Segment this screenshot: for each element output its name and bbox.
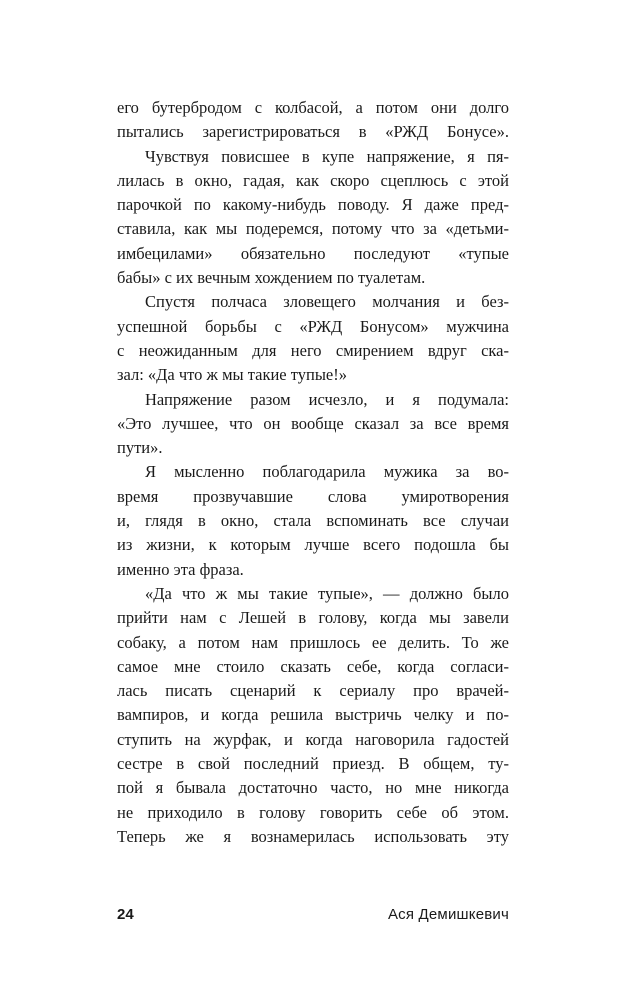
text-line: время прозвучавшие слова умиротворения — [117, 486, 509, 506]
text-line: пытались зарегистрироваться в «РЖД Бонусе». — [117, 122, 509, 142]
text-line: сестре в свой последний приезд. В общем, ту- — [117, 754, 509, 774]
text-line-row — [117, 242, 509, 266]
text-line-row — [117, 679, 509, 703]
text-line: его бутербродом с колбасой, а потом они долго — [117, 98, 509, 117]
paragraph — [117, 145, 509, 291]
text-line-row — [117, 606, 509, 630]
paragraph — [117, 460, 509, 581]
page-body-text — [117, 96, 509, 849]
text-line-row — [117, 217, 509, 241]
text-line-row — [117, 801, 509, 825]
text-line-row — [117, 533, 509, 557]
text-line: зал: «Да что ж мы такие тупые!» — [117, 365, 347, 385]
author-name: Ася Демишкевич — [387, 906, 509, 923]
text-line-row — [117, 193, 509, 217]
text-line-row — [117, 485, 509, 509]
text-line-row — [117, 145, 509, 169]
text-line: ступить на журфак, и когда наговорила гадостей — [117, 729, 509, 749]
text-line: прийти нам с Лешей в голову, когда мы завели — [117, 608, 509, 628]
text-line: успешной борьбы с «РЖД Бонусом» мужчина — [117, 316, 509, 336]
text-line: Я мысленно поблагодарила мужика за во- — [145, 462, 509, 482]
text-line: «Да что ж мы такие тупые», — должно было — [145, 583, 509, 603]
text-line-row — [117, 631, 509, 655]
paragraph — [117, 290, 509, 387]
text-line: парочкой по какому-нибудь поводу. Я даже пред- — [117, 195, 509, 215]
text-line-row — [117, 266, 509, 290]
text-line: пути». — [117, 438, 163, 458]
text-line: именно эта фраза. — [117, 559, 244, 579]
text-line: Спустя полчаса зловещего молчания и без- — [145, 292, 509, 312]
paragraph — [117, 96, 509, 145]
text-line-row — [117, 412, 509, 436]
page-footer — [117, 906, 509, 923]
text-line-row — [117, 655, 509, 679]
text-line-row — [117, 169, 509, 193]
text-line: не приходило в голову говорить себе об этом. — [117, 802, 509, 822]
text-line-row — [117, 582, 509, 606]
text-line-row — [117, 703, 509, 727]
text-line-row — [117, 363, 509, 387]
text-line-row — [117, 388, 509, 412]
text-line-row — [117, 509, 509, 533]
text-line-row — [117, 776, 509, 800]
text-line: лилась в окно, гадая, как скоро сцеплюсь с этой — [117, 170, 509, 190]
text-line-row — [117, 752, 509, 776]
text-line: ставила, как мы подеремся, потому что за «детьми- — [117, 219, 509, 239]
text-line-row — [117, 290, 509, 314]
page-number: 24 — [117, 906, 134, 923]
text-line: из жизни, к которым лучше всего подошла бы — [117, 535, 509, 555]
text-line-row — [117, 460, 509, 484]
text-line: Теперь же я вознамерилась использовать эту — [117, 826, 509, 846]
text-line-row — [117, 339, 509, 363]
text-line: самое мне стоило сказать себе, когда согласи- — [117, 656, 509, 676]
text-line-row — [117, 120, 509, 144]
text-line: лась писать сценарий к сериалу про врачей- — [117, 681, 509, 701]
text-line: собаку, а потом нам пришлось ее делить. То же — [117, 632, 509, 652]
text-line: «Это лучшее, что он вообще сказал за все время — [117, 413, 509, 433]
text-line-row — [117, 728, 509, 752]
text-line: вампиров, и когда решила выстричь челку и по- — [117, 705, 509, 725]
text-line-row — [117, 436, 509, 460]
text-line-row — [117, 825, 509, 849]
paragraph — [117, 582, 509, 849]
text-line-row — [117, 558, 509, 582]
paragraph — [117, 388, 509, 461]
text-line: и, глядя в окно, стала вспоминать все случаи — [117, 511, 509, 531]
text-line: Чувствуя повисшее в купе напряжение, я пя- — [145, 146, 509, 166]
text-line: Напряжение разом исчезло, и я подумала: — [145, 389, 509, 409]
text-line: имбецилами» обязательно последуют «тупые — [117, 243, 509, 263]
text-line: пой я бывала достаточно часто, но мне никогда — [117, 778, 509, 798]
text-line-row — [117, 315, 509, 339]
text-line: с неожиданным для него смирением вдруг ска- — [117, 340, 509, 360]
text-line-row — [117, 96, 509, 120]
text-line: бабы» с их вечным хождением по туалетам. — [117, 268, 426, 288]
